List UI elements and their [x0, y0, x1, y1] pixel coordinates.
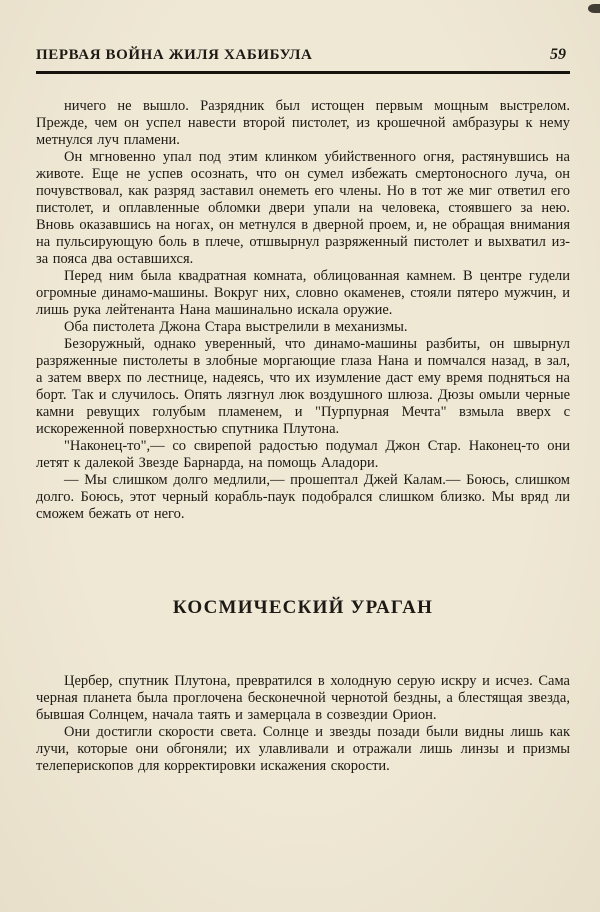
paragraph: Цербер, спутник Плутона, превратился в холодную серую искру и исчез. Сама черная планета была проглочена бесконечной чернотой бездны, а блестящая звезда, бывшая Солнцем, начала таять и замерцала в созвездии Орион. [36, 673, 570, 723]
paragraph: Он мгновенно упал под этим клинком убийственного огня, растянувшись на животе. Еще не успев осознать, что он сумел избежать смертоносного луча, он почувствовал, как разряд заставил онеметь его члены. Но в тот же миг ответил его пистолет, и оплавленные обломки двери упали на человека, стоявшего за нею. Вновь оказавшись на ногах, он метнулся в дверной проем, и, не обращая внимания на пульсирующую боль в плече, отшвырнул разряженный пистолет и выхватил из-за пояса два оставшихся. [36, 149, 570, 267]
paragraph: Безоружный, однако уверенный, что динамо-машины разбиты, он швырнул разряженные пистолеты в злобные моргающие глаза Нана и помчался назад, в зал, а затем вверх по лестнице, надеясь, что их изумление даст ему время подняться на борт. Так и случилось. Опять лязгнул люк воздушного шлюза. Дюзы омыли черные камни ревущих голубым пламенем, и "Пурпурная Мечта" взмыла вверх с искореженной поверхностью спутника Плутона. [36, 336, 570, 437]
running-header-title: ПЕРВАЯ ВОЙНА ЖИЛЯ ХАБИБУЛА [36, 47, 313, 63]
scan-artifact [588, 4, 600, 13]
paragraph: ничего не вышло. Разрядник был истощен первым мощным выстрелом. Прежде, чем он успел навести второй пистолет, из крошечной амбразуры к нему метнулся луч пламени. [36, 98, 570, 148]
paragraph: Перед ним была квадратная комната, облицованная камнем. В центре гудели огромные динамо-машины. Вокруг них, словно окаменев, стояли пятеро мужчин, и лишь рука лейтенанта Нана машинально искала оружие. [36, 268, 570, 318]
paragraph: Оба пистолета Джона Стара выстрелили в механизмы. [64, 319, 408, 335]
running-header [36, 46, 570, 64]
paragraph: Они достигли скорости света. Солнце и звезды позади были видны лишь как лучи, которые они обгоняли; их улавливали и отражали лишь линзы и призмы телеперископов для корректировки искажения скорости. [36, 724, 570, 774]
paragraph: — Мы слишком долго медлили,— прошептал Джей Калам.— Боюсь, слишком долго. Боюсь, этот черный корабль-паук подобрался слишком близко. Мы вряд ли сможем бежать от него. [36, 472, 570, 522]
paragraph: "Наконец-то",— со свирепой радостью подумал Джон Стар. Наконец-то они летят к далекой Звезде Барнарда, на помощь Аладори. [36, 438, 570, 471]
header-rule [36, 71, 570, 74]
body-text [36, 98, 570, 775]
chapter-heading: КОСМИЧЕСКИЙ УРАГАН [172, 597, 434, 618]
page-number: 59 [550, 46, 566, 63]
